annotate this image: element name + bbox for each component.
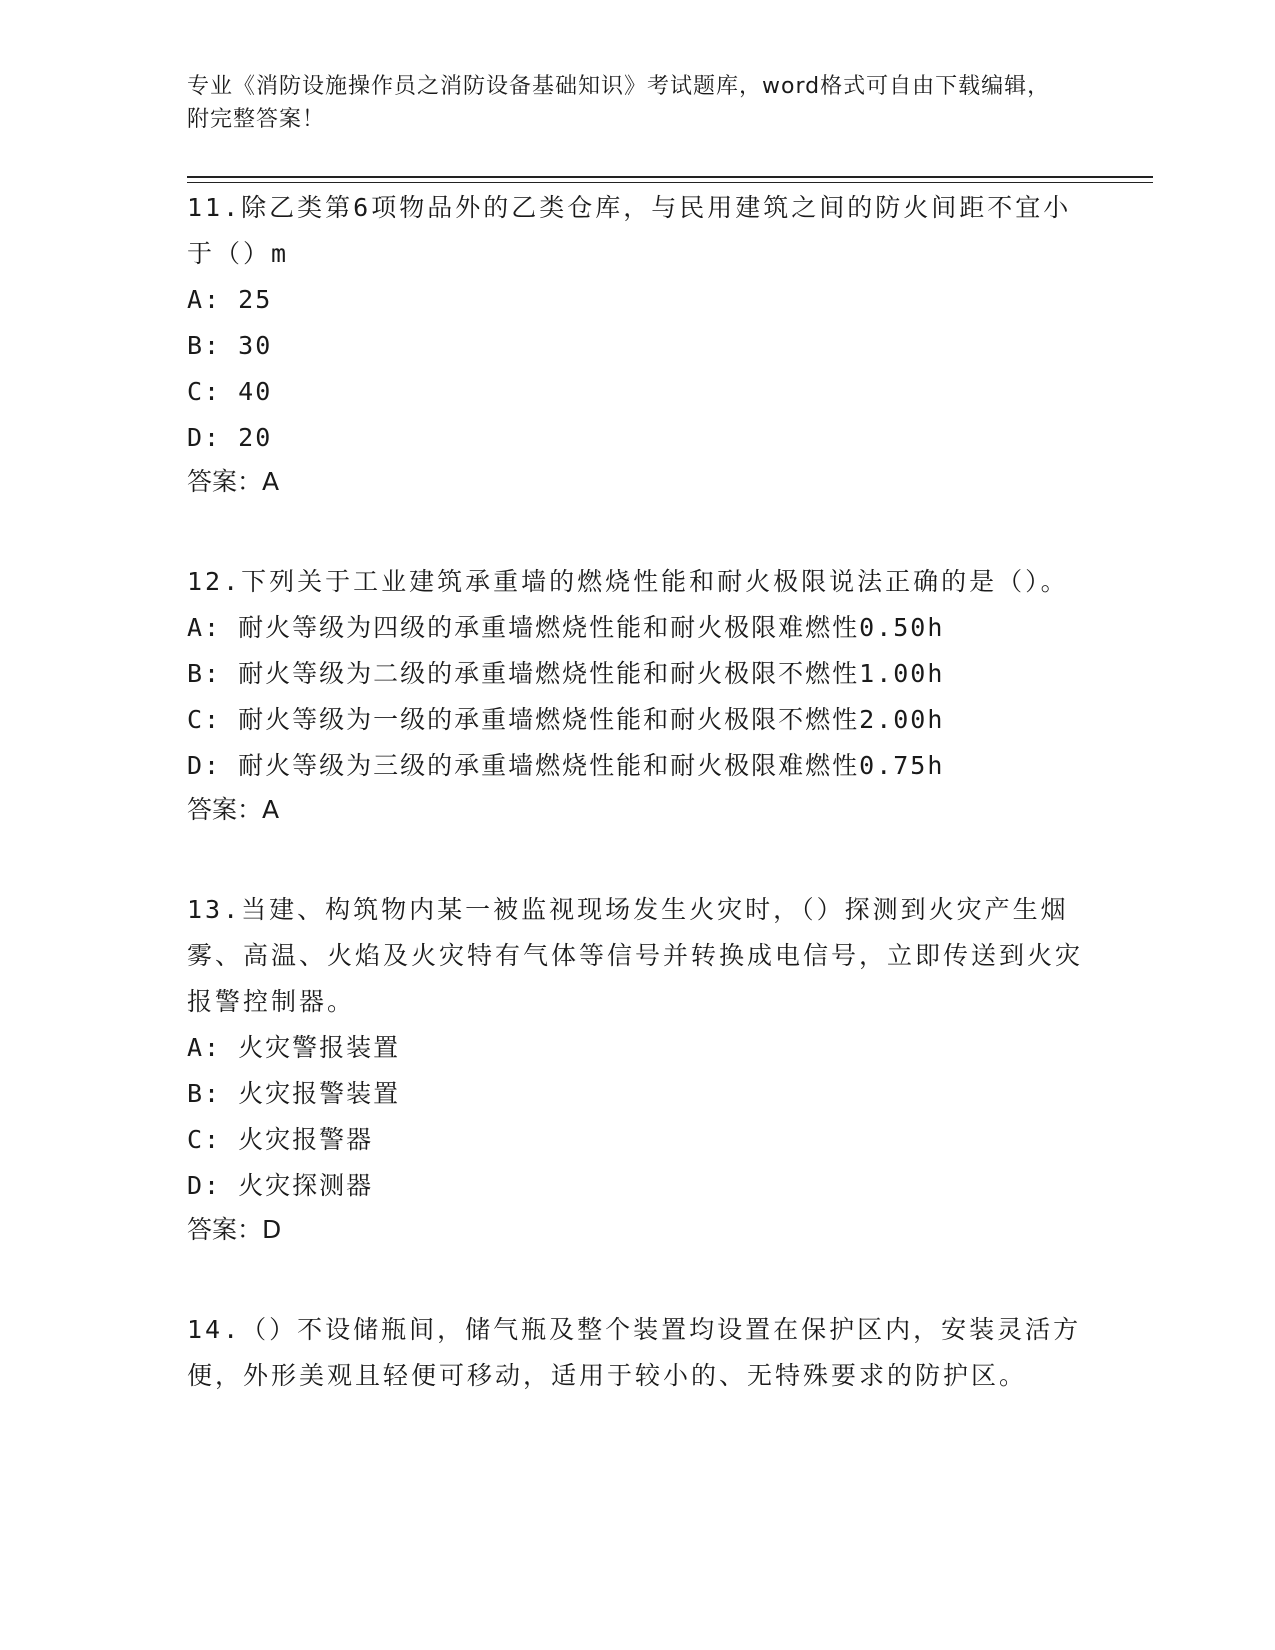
- option-d: D: 耐火等级为三级的承重墙燃烧性能和耐火极限难燃性0.75h: [187, 751, 945, 780]
- document-header: 专业《消防设施操作员之消防设备基础知识》考试题库，word格式可自由下载编辑，附完整答案！: [187, 74, 1051, 132]
- option-a: A: 25: [187, 285, 273, 314]
- question-gap: [187, 503, 1087, 559]
- answer-label: 答案：: [187, 1215, 263, 1244]
- header-divider-thin: [187, 182, 1153, 183]
- answer-value: D: [262, 1215, 282, 1244]
- question-12: [187, 559, 1087, 831]
- option-b: B: 耐火等级为二级的承重墙燃烧性能和耐火极限不燃性1.00h: [187, 659, 945, 688]
- answer-line: [187, 789, 1087, 831]
- question-stem: 13.当建、构筑物内某一被监视现场发生火灾时，（）探测到火灾产生烟雾、高温、火焰及火灾特有气体等信号并转换成电信号，立即传送到火灾报警控制器。: [187, 895, 1084, 1016]
- question-stem: 11.除乙类第6项物品外的乙类仓库，与民用建筑之间的防火间距不宜小于（）m: [187, 193, 1072, 268]
- option-c: C: 火灾报警器: [187, 1125, 374, 1154]
- option-a: A: 耐火等级为四级的承重墙燃烧性能和耐火极限难燃性0.50h: [187, 613, 945, 642]
- option-d: D: 火灾探测器: [187, 1171, 374, 1200]
- option-c: C: 40: [187, 377, 273, 406]
- option-b: B: 火灾报警装置: [187, 1079, 401, 1108]
- answer-line: [187, 461, 1087, 503]
- answer-label: 答案：: [187, 795, 263, 824]
- question-gap: [187, 831, 1087, 887]
- question-14: [187, 1307, 1087, 1399]
- answer-label: 答案：: [187, 467, 263, 496]
- option-b: B: 30: [187, 331, 273, 360]
- header-divider-thick: [187, 176, 1153, 178]
- option-a: A: 火灾警报装置: [187, 1033, 401, 1062]
- question-stem: 12.下列关于工业建筑承重墙的燃烧性能和耐火极限说法正确的是（）。: [187, 567, 1069, 596]
- question-list: [187, 185, 1087, 1399]
- option-c: C: 耐火等级为一级的承重墙燃烧性能和耐火极限不燃性2.00h: [187, 705, 945, 734]
- question-13: [187, 887, 1087, 1251]
- option-d: D: 20: [187, 423, 273, 452]
- answer-line: [187, 1209, 1087, 1251]
- question-11: [187, 185, 1087, 503]
- question-stem: 14.（）不设储瓶间，储气瓶及整个装置均设置在保护区内，安装灵活方便，外形美观且轻便可移动，适用于较小的、无特殊要求的防护区。: [187, 1315, 1082, 1390]
- question-gap: [187, 1251, 1087, 1307]
- answer-value: A: [262, 795, 280, 824]
- answer-value: A: [262, 467, 280, 496]
